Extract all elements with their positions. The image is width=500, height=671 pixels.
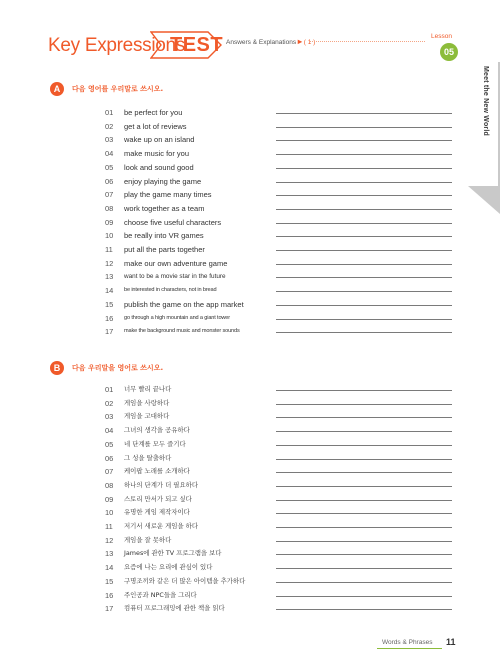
item-number: 17 (105, 327, 114, 337)
item-number: 06 (105, 176, 114, 186)
lesson-label: Lesson (431, 33, 452, 40)
answer-line[interactable] (276, 390, 452, 391)
section-a-letter: A (50, 82, 64, 96)
answer-line[interactable] (276, 250, 452, 251)
exercise-item (0, 147, 500, 160)
item-prompt: be interested in characters, not in bread (124, 287, 217, 294)
exercise-item (0, 120, 500, 133)
exercise-item (0, 298, 500, 311)
exercise-item (0, 397, 500, 410)
exercise-item (0, 284, 500, 297)
item-number: 10 (105, 231, 114, 241)
answer-line[interactable] (276, 168, 452, 169)
arrow-right-icon: ▸ (297, 37, 302, 46)
item-prompt: look and sound good (124, 162, 194, 172)
item-prompt: 유명한 게임 제작자이다 (124, 508, 190, 517)
item-number: 04 (105, 426, 114, 436)
item-number: 13 (105, 272, 114, 282)
page-title: Key Expressions (48, 35, 186, 56)
item-number: 14 (105, 286, 114, 296)
item-prompt: 하나의 단계가 더 필요하다 (124, 480, 199, 489)
item-prompt: 주인공과 NPC들을 그리다 (124, 590, 197, 599)
item-prompt: 구명조끼와 같은 더 많은 아이템을 추가하다 (124, 576, 246, 585)
lesson-number-badge: 05 (440, 43, 458, 61)
answer-line[interactable] (276, 332, 452, 333)
item-prompt: go through a high mountain and a giant tower (124, 314, 230, 321)
exercise-item (0, 520, 500, 533)
exercise-item (0, 506, 500, 519)
chapter-title: Meet the New World (482, 66, 489, 136)
item-prompt: 게임을 사랑하다 (124, 398, 170, 407)
item-prompt: put all the parts together (124, 245, 205, 254)
exercise-item (0, 257, 500, 270)
answer-line[interactable] (276, 305, 452, 306)
exercise-item (0, 175, 500, 188)
item-number: 15 (105, 576, 114, 586)
item-number: 16 (105, 313, 114, 323)
test-badge-label: TEST (170, 34, 224, 56)
exercise-item (0, 452, 500, 465)
item-prompt: 컴퓨터 프로그래밍에 관한 책을 읽다 (124, 604, 225, 613)
item-prompt: 너무 빨리 끝나다 (124, 385, 172, 393)
item-number: 07 (105, 467, 114, 477)
item-number: 02 (105, 121, 114, 131)
exercise-item (0, 602, 500, 615)
item-prompt: want to be a movie star in the future (124, 273, 226, 281)
item-number: 10 (105, 508, 114, 518)
section-b-header (50, 361, 163, 375)
answer-line[interactable] (276, 404, 452, 405)
section-b-letter: B (50, 361, 64, 375)
answer-line[interactable] (276, 127, 452, 128)
exercise-item (0, 438, 500, 451)
answer-line[interactable] (276, 513, 452, 514)
exercise-item (0, 243, 500, 256)
section-b-instruction: 다음 우리말을 영어로 쓰시오. (72, 364, 164, 372)
exercise-item (0, 161, 500, 174)
exercise-item (0, 479, 500, 492)
exercise-item (0, 493, 500, 506)
exercise-item (0, 106, 500, 119)
section-a-header (50, 82, 163, 96)
section-a-instruction: 다음 영어를 우리말로 쓰시오. (72, 85, 164, 93)
exercise-item (0, 270, 500, 283)
item-number: 09 (105, 217, 114, 227)
answers-page: ( 1 ) (303, 39, 316, 46)
item-prompt: wake up on an island (124, 135, 195, 145)
page-header (0, 0, 500, 72)
exercise-item (0, 188, 500, 201)
item-number: 13 (105, 549, 114, 559)
item-number: 07 (105, 190, 114, 200)
answer-line[interactable] (276, 486, 452, 487)
answer-line[interactable] (276, 291, 452, 292)
item-number: 09 (105, 494, 114, 504)
answer-line[interactable] (276, 209, 452, 210)
answer-line[interactable] (276, 113, 452, 114)
footer-label: Words & Phrases (382, 639, 433, 646)
item-prompt: be really into VR games (124, 231, 204, 241)
item-number: 02 (105, 398, 114, 408)
item-number: 08 (105, 480, 114, 490)
item-number: 12 (105, 535, 114, 545)
answer-line[interactable] (276, 195, 452, 196)
exercise-item (0, 202, 500, 215)
item-number: 01 (105, 108, 114, 117)
answer-line[interactable] (276, 609, 452, 610)
exercise-item (0, 465, 500, 478)
item-number: 15 (105, 299, 114, 309)
answer-line[interactable] (276, 277, 452, 278)
item-prompt: James에 관한 TV 프로그램을 보다 (124, 549, 222, 558)
exercise-item (0, 561, 500, 574)
item-prompt: 그녀의 생각을 공유하다 (124, 426, 190, 435)
item-number: 06 (105, 453, 114, 463)
item-prompt: 그 성을 탈출하다 (124, 453, 172, 462)
answer-line[interactable] (276, 527, 452, 528)
test-badge (150, 31, 223, 59)
answer-line[interactable] (276, 568, 452, 569)
answer-line[interactable] (276, 445, 452, 446)
item-prompt: 게임을 고대하다 (124, 412, 170, 421)
answer-line[interactable] (276, 472, 452, 473)
item-number: 04 (105, 149, 114, 159)
answer-line[interactable] (276, 223, 452, 224)
exercise-item (0, 424, 500, 437)
answer-line[interactable] (276, 541, 452, 542)
answer-line[interactable] (276, 596, 452, 597)
answers-reference (226, 37, 315, 46)
item-prompt: be perfect for you (124, 108, 183, 117)
answer-line[interactable] (276, 319, 452, 320)
answer-line[interactable] (276, 236, 452, 237)
answer-line[interactable] (276, 431, 452, 432)
item-prompt: play the game many times (124, 190, 212, 200)
item-number: 12 (105, 258, 114, 268)
item-number: 05 (105, 439, 114, 449)
exercise-item (0, 589, 500, 602)
item-prompt: 스토리 만서가 되고 싶다 (124, 494, 192, 503)
exercise-item (0, 410, 500, 423)
item-prompt: work together as a team (124, 203, 205, 213)
answer-line[interactable] (276, 140, 452, 141)
item-prompt: make music for you (124, 149, 190, 159)
exercise-item (0, 325, 500, 338)
item-number: 14 (105, 563, 114, 573)
answers-label: Answers & Explanations (226, 39, 297, 46)
item-prompt: 게임을 잘 못하다 (124, 535, 172, 544)
exercise-item (0, 229, 500, 242)
exercise-item (0, 383, 500, 396)
item-prompt: enjoy playing the game (124, 176, 202, 186)
footer-bar (377, 648, 442, 649)
header-divider (309, 41, 425, 42)
item-prompt: 케이팝 노래를 소개하다 (124, 467, 190, 476)
exercise-item (0, 216, 500, 229)
item-number: 03 (105, 135, 114, 145)
item-number: 16 (105, 590, 114, 600)
item-prompt: make the background music and monster sounds (124, 328, 240, 335)
answer-line[interactable] (276, 582, 452, 583)
item-prompt: 네 단계를 모두 즐기다 (124, 439, 186, 448)
item-prompt: 저기서 새로운 게임을 하다 (124, 522, 199, 530)
item-number: 11 (105, 245, 113, 254)
answer-line[interactable] (276, 182, 452, 183)
item-prompt: publish the game on the app market (124, 299, 244, 309)
item-prompt: choose five useful characters (124, 217, 222, 227)
answer-line[interactable] (276, 154, 452, 155)
exercise-item (0, 547, 500, 560)
answer-line[interactable] (276, 500, 452, 501)
item-number: 08 (105, 203, 114, 213)
item-prompt: 요즘에 나는 요리에 관심이 있다 (124, 563, 213, 572)
item-prompt: make our own adventure game (124, 258, 228, 268)
exercise-item (0, 312, 500, 325)
answer-line[interactable] (276, 264, 452, 265)
item-number: 17 (105, 604, 114, 614)
exercise-item (0, 575, 500, 588)
item-prompt: get a lot of reviews (124, 121, 187, 131)
exercise-item (0, 133, 500, 146)
page-number: 11 (446, 637, 456, 647)
answer-line[interactable] (276, 554, 452, 555)
answer-line[interactable] (276, 459, 452, 460)
item-number: 05 (105, 162, 114, 172)
item-number: 03 (105, 412, 114, 422)
item-number: 01 (105, 385, 114, 394)
item-number: 11 (105, 522, 113, 531)
answer-line[interactable] (276, 417, 452, 418)
exercise-item (0, 534, 500, 547)
